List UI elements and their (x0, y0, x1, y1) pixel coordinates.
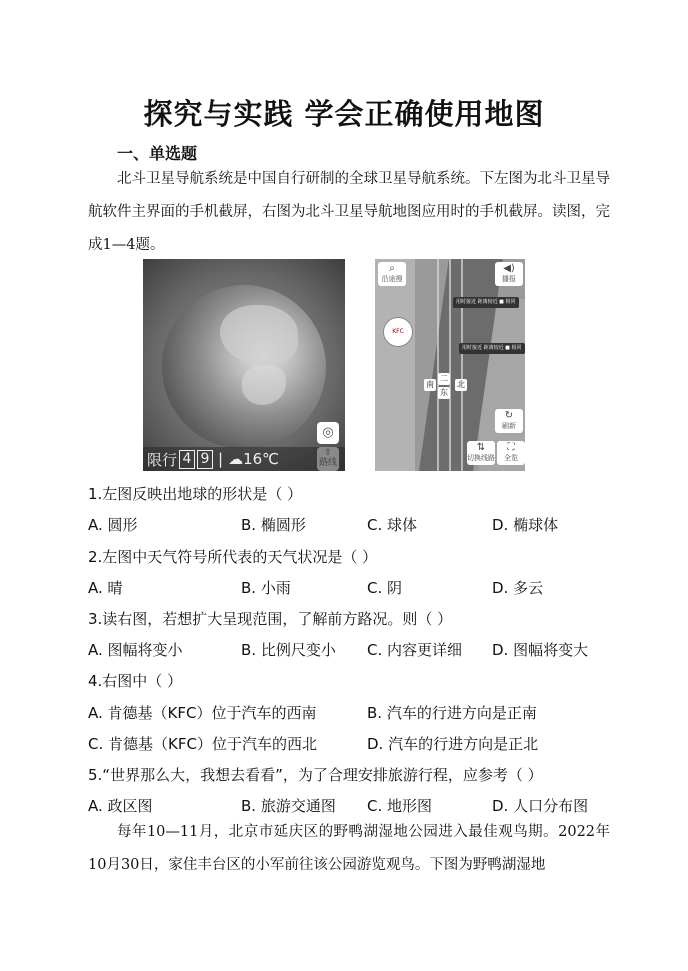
page-title: 探究与实践 学会正确使用地图 (143, 97, 545, 131)
broadcast-button: ◀) 播报 (495, 262, 523, 286)
intro-paragraph: 北斗卫星导航系统是中国自行研制的全球卫星导航系统。下左图为北斗卫星导航软件主界面的手机截屏，右图为北斗卫星导航地图应用时的手机截屏。读图，完成1—4题。 (88, 171, 610, 253)
q4-option-a: A. 肯德基（KFC）位于汽车的西南 (88, 704, 317, 722)
refresh-button: ↻ 刷新 (495, 409, 523, 433)
closing-paragraph: 每年10—11月，北京市延庆区的野鸭湖湿地公园进入最佳观鸟期。2022年10月30日，家住丰台区的小军前往该公园游览观鸟。下图为野鸭湖湿地 (88, 824, 610, 873)
question-5: 5.“世界那么大，我想去看看”，为了合理安排旅游行程，应参考（ ） (88, 766, 543, 784)
limit-digit-2: 9 (197, 450, 213, 469)
beidou-main-screen-image (143, 259, 345, 471)
limit-label: 限行 (147, 450, 178, 469)
q3-option-b: B. 比例尺变小 (241, 641, 336, 659)
q4-option-d: D. 汽车的行进方向是正北 (367, 735, 539, 753)
direction-south: 南 (426, 380, 434, 389)
q5-option-a: A. 政区图 (88, 797, 153, 815)
question-3: 3.读右图，若想扩大呈现范围，了解前方路况。则（ ） (88, 610, 453, 628)
route-bubble-1: 用时接近 距离较近 ■ 相同 (453, 297, 519, 308)
q5-option-d: D. 人口分布图 (492, 797, 589, 815)
overview-button: ⛶ 全览 (497, 441, 525, 465)
q1-option-b: B. 椭圆形 (241, 516, 306, 534)
direction-center: 二 (440, 374, 448, 383)
q1-option-c: C. 球体 (367, 516, 418, 534)
direction-north: 北 (457, 380, 465, 389)
q2-option-a: A. 晴 (88, 579, 123, 597)
route-bubble-2: 用时接近 距离较近 ■ 相同 (459, 343, 525, 354)
q2-option-b: B. 小雨 (241, 579, 291, 597)
weather-indicator: ☁16℃ (228, 450, 280, 468)
direction-east: 东 (440, 388, 448, 397)
q3-option-a: A. 图幅将变小 (88, 641, 183, 659)
question-2: 2.左图中天气符号所代表的天气状况是（ ） (88, 548, 378, 566)
q5-option-c: C. 地形图 (367, 797, 433, 815)
section-heading: 一、单选题 (117, 144, 198, 163)
q2-option-c: C. 阴 (367, 579, 403, 597)
search-along-button: ⌕ 沿途搜 (378, 262, 406, 286)
globe-image (162, 285, 326, 449)
kfc-marker: KFC (383, 317, 413, 347)
switch-route-button: ⇅ 切换线路 (467, 441, 495, 465)
locate-icon: ◎ (317, 422, 339, 444)
q3-option-d: D. 图幅将变大 (492, 641, 589, 659)
q3-option-c: C. 内容更详细 (367, 641, 463, 659)
beidou-navigation-map-image (375, 259, 525, 471)
question-4: 4.右图中（ ） (88, 672, 183, 690)
q2-option-d: D. 多云 (492, 579, 544, 597)
traffic-limit-bar: 限行 4 9 | ☁16℃ (143, 447, 345, 471)
q1-option-a: A. 圆形 (88, 516, 138, 534)
q4-option-b: B. 汽车的行进方向是正南 (367, 704, 537, 722)
question-1: 1.左图反映出地球的形状是（ ） (88, 485, 303, 503)
q1-option-d: D. 椭球体 (492, 516, 559, 534)
q4-option-c: C. 肯德基（KFC）位于汽车的西北 (88, 735, 317, 753)
q5-option-b: B. 旅游交通图 (241, 797, 336, 815)
limit-digit-1: 4 (179, 450, 195, 469)
